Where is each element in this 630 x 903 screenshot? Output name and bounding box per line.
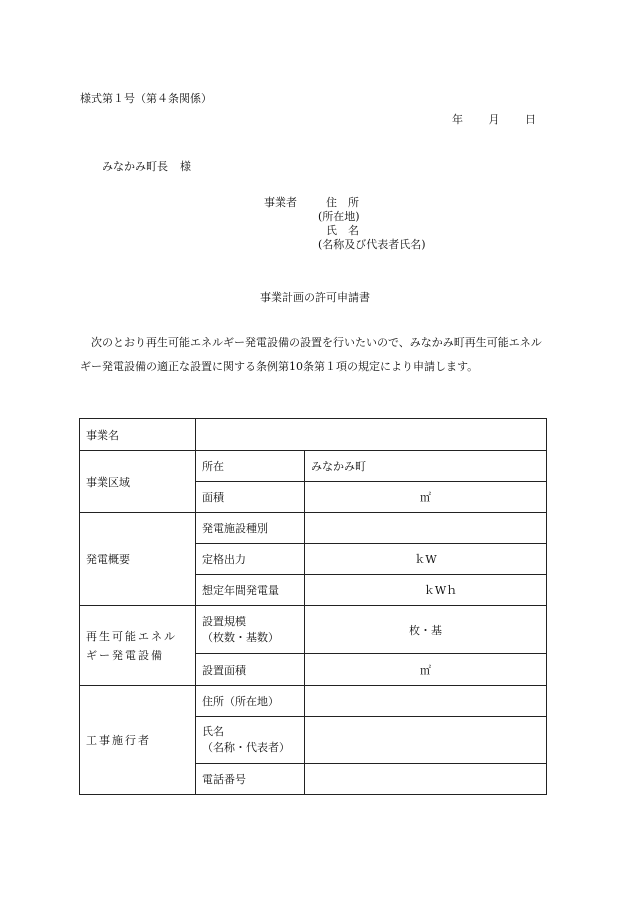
rated-output-label: 定格出力 xyxy=(196,544,305,575)
area-label: 面積 xyxy=(196,482,305,513)
project-name-value[interactable] xyxy=(196,419,547,451)
table-row xyxy=(80,606,547,654)
contractor-name-text: 氏名 xyxy=(202,725,224,738)
contractor-phone-value[interactable] xyxy=(305,764,547,795)
area-unit: ㎡ xyxy=(420,491,431,504)
document-title: 事業計画の許可申請書 xyxy=(260,291,370,304)
date-month: 月 xyxy=(488,113,500,126)
facility-type-value[interactable] xyxy=(305,513,547,544)
project-name-label: 事業名 xyxy=(80,419,196,451)
applicant-label: 事業者 xyxy=(264,196,297,209)
install-scale-text: 設置規模 xyxy=(202,614,246,628)
table-row xyxy=(80,419,547,451)
application-table xyxy=(79,418,547,795)
rated-output-unit: ｋW xyxy=(414,553,437,566)
date-day: 日 xyxy=(525,113,536,126)
install-area-value[interactable] xyxy=(305,654,547,686)
table-row xyxy=(80,451,547,482)
generation-overview-label: 発電概要 xyxy=(80,513,196,606)
contractor-label: 工事施行者 xyxy=(80,686,196,795)
contractor-address-value[interactable] xyxy=(305,686,547,717)
area-value[interactable] xyxy=(305,482,547,513)
annual-generation-value[interactable] xyxy=(305,575,547,606)
rated-output-value[interactable] xyxy=(305,544,547,575)
form-number: 様式第１号（第４条関係） xyxy=(80,92,212,105)
location-label: 所在 xyxy=(196,451,305,482)
contractor-phone-label: 電話番号 xyxy=(196,764,305,795)
date-year: 年 xyxy=(452,113,463,126)
applicant-name-sub: (名称及び代表者氏名) xyxy=(318,238,426,251)
install-scale-value[interactable] xyxy=(305,606,547,654)
project-area-label: 事業区域 xyxy=(80,451,196,513)
table-row xyxy=(80,686,547,717)
install-area-label: 設置面積 xyxy=(196,654,305,686)
install-scale-sub: （枚数・基数） xyxy=(202,630,279,644)
annual-generation-label: 想定年間発電量 xyxy=(196,575,305,606)
annual-generation-unit: ｋWｈ xyxy=(423,584,458,597)
contractor-address-label: 住所（所在地） xyxy=(196,686,305,717)
applicant-block xyxy=(264,196,426,252)
applicant-name-label: 氏 名 xyxy=(326,224,359,237)
applicant-address-label: 住 所 xyxy=(326,196,359,209)
facility-type-label: 発電施設種別 xyxy=(196,513,305,544)
contractor-name-label xyxy=(196,717,305,764)
install-scale-unit: 枚・基 xyxy=(409,623,442,637)
applicant-address-sub: (所在地) xyxy=(318,210,360,223)
addressee-honorific: 様 xyxy=(180,160,191,173)
addressee-name: みなかみ町長 xyxy=(102,160,168,173)
install-area-unit: ㎡ xyxy=(420,663,431,677)
table-row xyxy=(80,513,547,544)
install-scale-label xyxy=(196,606,305,654)
location-value[interactable]: みなかみ町 xyxy=(305,451,547,482)
contractor-name-sub: （名称・代表者） xyxy=(202,741,290,754)
re-equipment-label: 再生可能エネルギー発電設備 xyxy=(80,606,196,686)
addressee xyxy=(102,158,191,174)
body-text: 次のとおり再生可能エネルギー発電設備の設置を行いたいので、みなかみ町再生可能エネルギー発電設備の適正な設置に関する条例第10条第１項の規定により申請します。 xyxy=(80,336,542,373)
contractor-name-value[interactable] xyxy=(305,717,547,764)
date-line xyxy=(452,111,536,127)
